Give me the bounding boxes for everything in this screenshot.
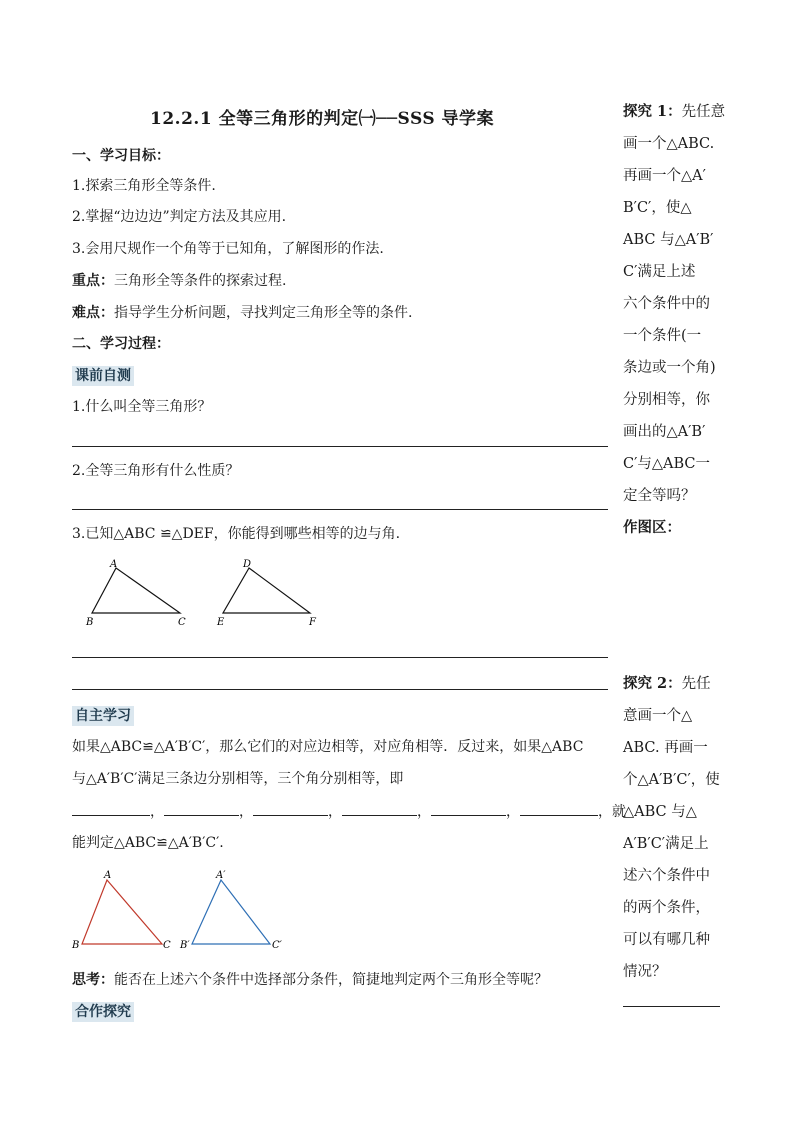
think-text: 能否在上述六个条件中选择部分条件，简捷地判定两个三角形全等呢？ — [114, 972, 548, 988]
explore1-line-1: 画一个△ABC. — [623, 136, 715, 152]
explore1-line-8: 条边或一个角) — [623, 360, 716, 376]
sep-5: ， — [506, 804, 520, 820]
explore2-line-0 — [623, 668, 733, 700]
triangle-def — [223, 568, 310, 613]
explore2-line-1: 意画一个△ — [623, 708, 693, 724]
difficulty-text: 指导学生分析问题，寻找判定三角形全等的条件. — [114, 305, 413, 321]
triangle-abc — [92, 568, 180, 613]
key-point — [72, 271, 286, 291]
blank-1[interactable] — [72, 801, 150, 816]
label-c-prime: C′ — [272, 940, 282, 951]
cooperate-tag: 合作探究 — [72, 1002, 134, 1022]
self-study-line-1: 如果△ABC≌△A′B′C′，那么它们的对应边相等，对应角相等．反过来，如果△ABC — [72, 739, 584, 755]
explore1-line-0 — [623, 96, 733, 128]
think-label: 思考： — [72, 972, 114, 988]
label-a-2: A — [104, 870, 112, 881]
explore1-line-2: 再画一个△A′ — [623, 168, 706, 184]
explore1-line-9: 分别相等，你 — [623, 392, 710, 408]
process-heading: 二、学习过程： — [72, 336, 170, 352]
explore1-text-0: 先任意 — [681, 104, 726, 120]
self-study-line-2: 与△A′B′C′满足三条边分别相等，三个角分别相等，即 — [72, 771, 404, 787]
answer-line-3[interactable] — [72, 657, 608, 658]
explore2-label: 探究 2： — [623, 675, 682, 692]
draw-area-label: 作图区： — [623, 519, 681, 536]
explore1-line-10: 画出的△A′B′ — [623, 424, 706, 440]
triangles-abc-def-figure — [80, 555, 330, 630]
think-question — [72, 970, 548, 990]
self-study-blanks — [72, 801, 626, 822]
label-c-2: C — [163, 940, 171, 951]
explore2-line-5: A′B′C′满足上 — [623, 836, 709, 852]
explore2-line-7: 的两个条件， — [623, 900, 710, 916]
triangle-abc-red — [82, 880, 162, 944]
explore1-line-4: ABC 与△A′B′ — [623, 232, 714, 248]
explore1-line-7: 一个条件(一 — [623, 328, 702, 344]
explore1-label: 探究 1： — [623, 103, 682, 120]
sidebar-explore-1 — [623, 96, 733, 544]
explore2-line-3: 个△A′B′C′，使 — [623, 772, 720, 788]
triangles-abc-a2b2c2-figure — [70, 866, 300, 956]
explore2-line-6: 述六个条件中 — [623, 868, 710, 884]
label-b-2: B — [72, 940, 80, 951]
pre-test-q2: 2.全等三角形有什么性质？ — [72, 463, 240, 479]
label-f: F — [309, 617, 316, 628]
self-study-line-4: 能判定△ABC≌△A′B′C′. — [72, 835, 224, 851]
blank-6[interactable] — [520, 801, 598, 816]
answer-line-2[interactable] — [72, 509, 608, 510]
label-b: B — [86, 617, 94, 628]
explore1-line-3: B′C′，使△ — [623, 200, 692, 216]
sep-1: ， — [150, 804, 164, 820]
blank-3[interactable] — [253, 801, 328, 816]
key-label: 重点： — [72, 273, 114, 289]
label-c: C — [178, 617, 186, 628]
explore1-line-12: 定全等吗？ — [623, 488, 696, 504]
goal-item-1: 1.探索三角形全等条件. — [72, 178, 216, 194]
pre-test-q3: 3.已知△ABC ≌△DEF，你能得到哪些相等的边与角. — [72, 526, 401, 542]
pre-test-q1: 1.什么叫全等三角形？ — [72, 399, 212, 415]
pre-test-tag: 课前自测 — [72, 366, 134, 386]
explore1-line-5: C′满足上述 — [623, 264, 696, 280]
explore2-line-2: ABC. 再画一 — [623, 740, 708, 756]
label-e: E — [217, 617, 225, 628]
answer-line-1[interactable] — [72, 446, 608, 447]
sep-3: ， — [328, 804, 342, 820]
page-title: 12.2.1 全等三角形的判定㈠──SSS 导学案 — [150, 109, 495, 129]
blank-4[interactable] — [342, 801, 417, 816]
self-study-tag: 自主学习 — [72, 706, 134, 726]
answer-line-4[interactable] — [72, 689, 608, 690]
label-d: D — [243, 559, 252, 570]
blank-5[interactable] — [431, 801, 506, 816]
explore1-line-11: C′与△ABC一 — [623, 456, 711, 472]
goals-heading: 一、学习目标： — [72, 148, 170, 164]
label-a: A — [110, 559, 118, 570]
goal-item-2: 2.掌握“边边边”判定方法及其应用. — [72, 209, 287, 225]
label-b-prime: B′ — [180, 940, 190, 951]
difficulty-label: 难点： — [72, 305, 114, 321]
label-a-prime: A′ — [216, 870, 226, 881]
explore2-line-8: 可以有哪几种 — [623, 932, 710, 948]
difficulty-point — [72, 303, 412, 323]
explore2-text-0: 先任 — [681, 676, 711, 692]
sep-4: ， — [417, 804, 431, 820]
explore1-line-6: 六个条件中的 — [623, 296, 710, 312]
sidebar-answer-line[interactable] — [623, 1006, 720, 1007]
explore2-line-9: 情况？ — [623, 964, 667, 980]
key-text: 三角形全等条件的探索过程. — [114, 273, 287, 289]
triangle-a2b2c2-blue — [192, 880, 270, 944]
goal-item-3: 3.会用尺规作一个角等于已知角，了解图形的作法. — [72, 241, 384, 257]
sep-end: ，就 — [598, 804, 626, 820]
sep-2: ， — [239, 804, 253, 820]
sidebar-explore-2 — [623, 668, 733, 988]
blank-2[interactable] — [164, 801, 239, 816]
explore2-line-4: △ABC 与△ — [623, 804, 697, 820]
